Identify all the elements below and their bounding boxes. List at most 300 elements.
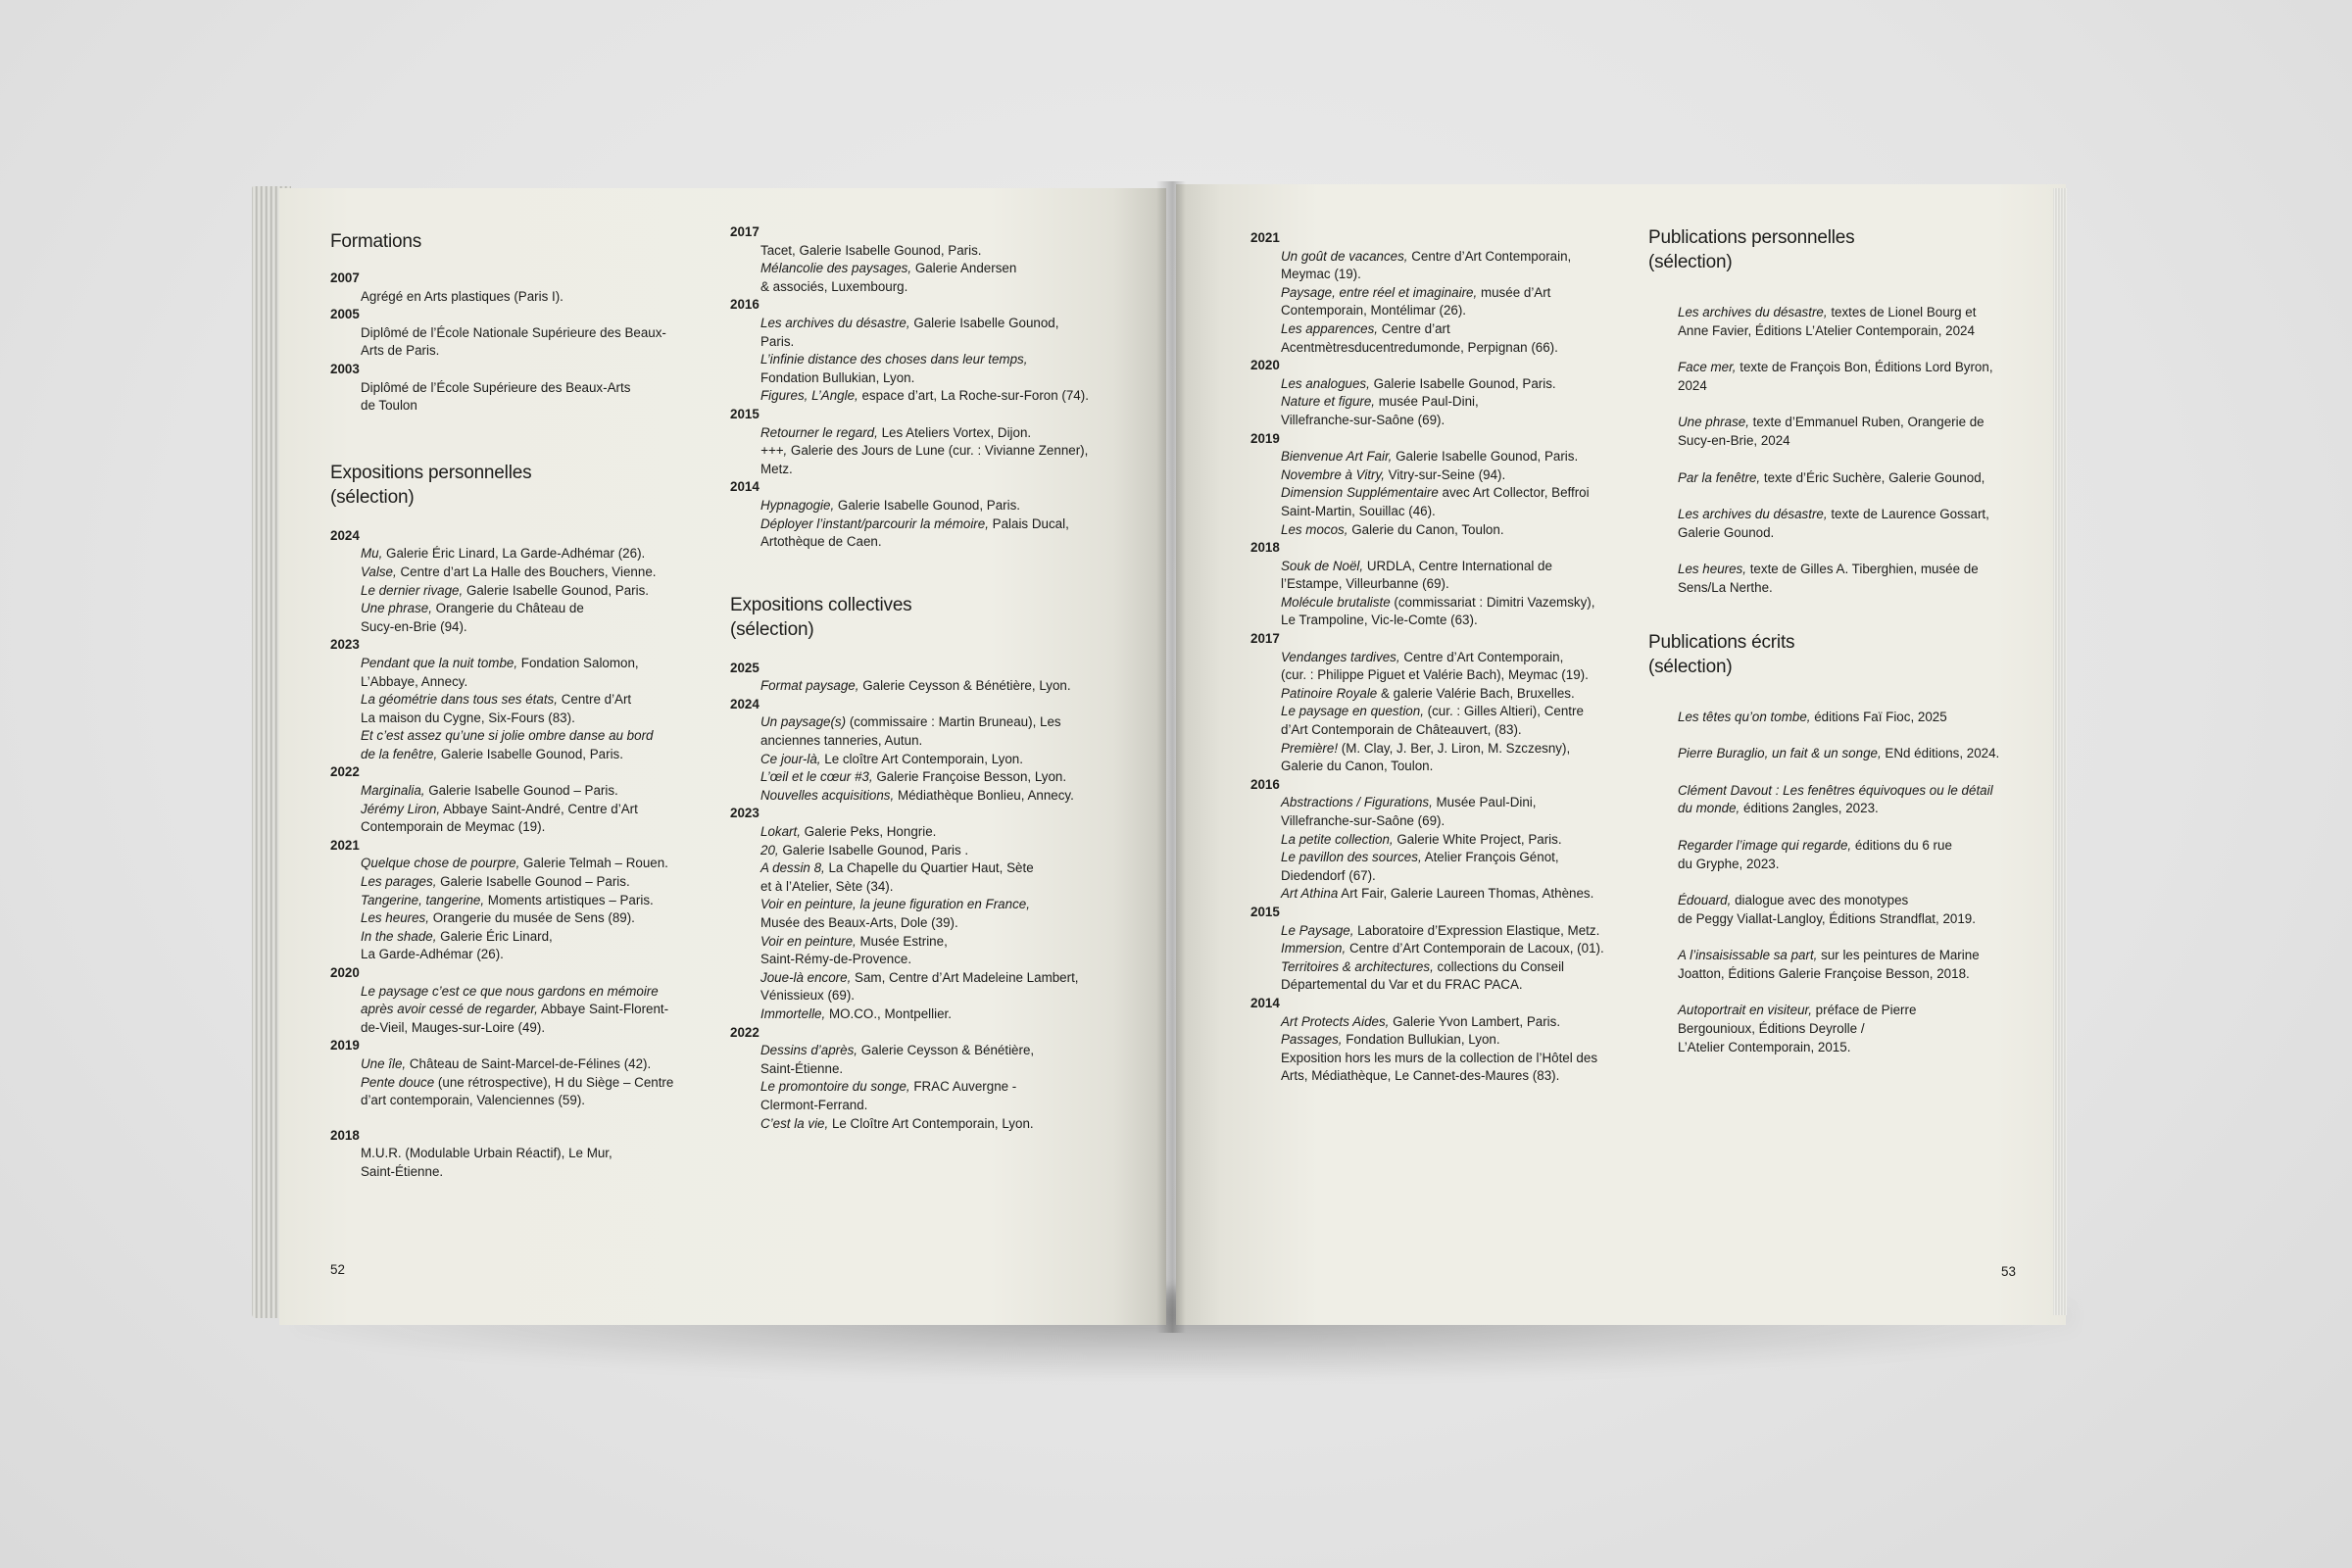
- entry-text: Fondation Salomon,: [517, 655, 639, 670]
- entry-group: [1281, 448, 1642, 539]
- entry-line: [1281, 794, 1642, 812]
- entry-line: [760, 424, 1122, 443]
- entry-line: [1281, 393, 1642, 412]
- entry-line: [1281, 320, 1642, 339]
- entry-text: Diedendorf (67).: [1281, 867, 1376, 883]
- entry-line: [361, 691, 703, 710]
- entry-text: du Gryphe, 2023.: [1678, 856, 1780, 871]
- entry-text: avec Art Collector, Beffroi: [1438, 485, 1590, 501]
- expo-coll-title: [730, 593, 1122, 642]
- entry-line: [1678, 1020, 2040, 1039]
- entry-text: (une rétrospective), H du Siège – Centre: [434, 1074, 674, 1090]
- entry-title: Les archives du désastre,: [760, 315, 910, 330]
- section-title-line: (sélection): [1648, 656, 1733, 677]
- entry-group: [361, 782, 703, 837]
- entry-title: Immersion,: [1281, 941, 1347, 956]
- entry-text: Centre d’Art Contemporain,: [1399, 649, 1564, 664]
- entry-line: [1678, 800, 2040, 818]
- year-label: 2023: [330, 637, 360, 653]
- publication-item: [1678, 782, 2040, 818]
- publication-item: [1678, 1002, 2040, 1056]
- entry-line: [760, 461, 1122, 479]
- entry-line: [760, 369, 1122, 388]
- publication-item: [1678, 709, 2040, 727]
- entry-line: [1678, 892, 2040, 910]
- entry-title: In the shade,: [361, 928, 437, 944]
- entry-line: [1281, 448, 1642, 466]
- year-label: 2018: [330, 1127, 360, 1143]
- entry-title: Les mocos,: [1281, 521, 1348, 537]
- entry-text: Meymac (19).: [1281, 267, 1361, 282]
- entry-text: Tacet, Galerie Isabelle Gounod, Paris.: [760, 242, 982, 258]
- entry-line: [760, 896, 1122, 914]
- year-label: 2014: [1250, 995, 1280, 1010]
- year-label: 2022: [330, 764, 360, 780]
- entry-title: Voir en peinture,: [760, 933, 857, 949]
- entry-text: ENd éditions, 2024.: [1881, 746, 2000, 761]
- entry-line: [1281, 521, 1642, 540]
- entry-line: [760, 1005, 1122, 1024]
- year-label: 2019: [330, 1038, 360, 1054]
- entry-line: [1281, 649, 1642, 667]
- entry-title: Édouard,: [1678, 893, 1732, 908]
- entry-text: Galerie Éric Linard, La Garde-Adhémar (26).: [382, 546, 646, 562]
- entry-text: Vénissieux (69).: [760, 988, 856, 1004]
- entry-text: Le Trampoline, Vic-le-Comte (63).: [1281, 612, 1478, 628]
- entry-line: [1281, 867, 1642, 886]
- entry-line: [361, 928, 703, 947]
- pub-ecrits-title: [1648, 630, 2040, 679]
- entry-title: Un paysage(s): [760, 714, 847, 730]
- entry-title: Vendanges tardives,: [1281, 649, 1400, 664]
- entry-line: [361, 946, 703, 964]
- entry-text: Metz.: [760, 461, 793, 476]
- entry-line: [1281, 812, 1642, 831]
- entry-text: Galerie Isabelle Gounod, Paris .: [778, 842, 969, 858]
- section-title-line: Expositions personnelles: [330, 462, 532, 483]
- section-title-line: Expositions collectives: [730, 594, 912, 615]
- entry-line: [1281, 1031, 1642, 1050]
- entry-line: [1281, 412, 1642, 430]
- entry-title: Souk de Noël,: [1281, 558, 1364, 573]
- entry-text: texte de François Bon, Éditions Lord Byron,: [1736, 360, 1993, 375]
- entry-line: [1281, 266, 1642, 284]
- entry-title: Mélancolie des paysages,: [760, 261, 912, 276]
- entry-title: Clément Davout : Les fenêtres équivoques ou le détail: [1678, 782, 1993, 798]
- entry-line: [1678, 709, 2040, 727]
- entry-line: [760, 1115, 1122, 1134]
- entry-text: MO.CO., Montpellier.: [825, 1005, 952, 1021]
- entry-line: [361, 1055, 703, 1074]
- entry-line: [361, 983, 703, 1002]
- entry-line: [1281, 958, 1642, 977]
- entry-text: Galerie Isabelle Gounod, Paris.: [463, 582, 650, 598]
- entry-text: Les Ateliers Vortex, Dijon.: [877, 424, 1032, 440]
- entry-title: Les têtes qu’on tombe,: [1678, 709, 1811, 724]
- entry-text: collections du Conseil: [1433, 958, 1565, 974]
- entry-text: éditions du 6 rue: [1851, 837, 1952, 853]
- entry-title: Le dernier rivage,: [361, 582, 464, 598]
- entry-line: [1281, 558, 1642, 576]
- entry-text: Abbaye Saint-Florent-: [537, 1002, 669, 1017]
- entry-text: Galerie Éric Linard,: [436, 928, 553, 944]
- entry-title: Immortelle,: [760, 1005, 826, 1021]
- entry-line: [1678, 377, 2040, 396]
- publication-item: [1678, 359, 2040, 395]
- entry-line: [361, 673, 703, 692]
- entry-line: Diplômé de l’École Supérieure des Beaux-Arts: [361, 379, 631, 395]
- entry-text: Musée Estrine,: [856, 933, 948, 949]
- entry-text: Sucy-en-Brie (94).: [361, 618, 467, 634]
- entry-line: [1678, 1039, 2040, 1057]
- entry-title: Pente douce: [361, 1074, 435, 1090]
- entry-line: [1678, 910, 2040, 929]
- right-column-1: [1250, 229, 1642, 1086]
- publication-item: [1678, 561, 2040, 597]
- right-page: [1176, 184, 2066, 1325]
- entry-line: [1678, 359, 2040, 377]
- entry-title: L’œil et le cœur #3,: [760, 769, 873, 785]
- entry-line: [760, 951, 1122, 969]
- entry-text: texte de Gilles A. Tiberghien, musée de: [1745, 562, 1979, 577]
- entry-line: [1281, 758, 1642, 776]
- year-label: 2024: [330, 527, 360, 543]
- entry-line: [361, 1001, 703, 1019]
- entry-title: Novembre à Vitry,: [1281, 466, 1385, 482]
- entry-title: Territoires & architectures,: [1281, 958, 1434, 974]
- entry-line: [760, 842, 1122, 860]
- entry-line: [1678, 837, 2040, 856]
- entry-text: Galerie du Canon, Toulon.: [1281, 759, 1434, 774]
- entry-group: [760, 424, 1122, 479]
- entry-text: Galerie Isabelle Gounod, Paris.: [437, 746, 623, 761]
- entry-line: [1678, 322, 2040, 341]
- entry-text: Galerie White Project, Paris.: [1393, 831, 1562, 847]
- section-title-line: (sélection): [730, 618, 814, 640]
- entry-line: [760, 515, 1122, 534]
- entry-text: Galerie Andersen: [911, 261, 1017, 276]
- entry-line: [1281, 940, 1642, 958]
- entry-line: [1281, 484, 1642, 503]
- entry-line: [1678, 965, 2040, 984]
- entry-line: [760, 333, 1122, 352]
- year-label: 2023: [730, 806, 760, 821]
- entry-text: FRAC Auvergne -: [909, 1079, 1017, 1095]
- publication-item: [1678, 892, 2040, 928]
- entry-line: [1281, 1050, 1642, 1068]
- entry-title: Patinoire Royale: [1281, 685, 1378, 701]
- entry-text: espace d’art, La Roche-sur-Foron (74).: [858, 388, 1089, 404]
- entry-line: [1678, 856, 2040, 874]
- entry-line: [1281, 721, 1642, 740]
- entry-title: Retourner le regard,: [760, 424, 878, 440]
- year-label: 2020: [1250, 358, 1280, 373]
- entry-line: [760, 260, 1122, 278]
- entry-line: [361, 909, 703, 928]
- entry-line: [760, 751, 1122, 769]
- entry-text: Clermont-Ferrand.: [760, 1097, 868, 1112]
- entry-line: Arts de Paris.: [361, 343, 440, 359]
- entry-line: [1678, 561, 2040, 579]
- entry-title: Dessins d’après,: [760, 1043, 858, 1058]
- entry-group: [1281, 794, 1642, 904]
- entry-text: Galerie des Jours de Lune (cur. : Vivianne Zenner),: [787, 443, 1089, 459]
- entry-text: L’Atelier Contemporain, 2015.: [1678, 1039, 1851, 1054]
- entry-group: [361, 855, 703, 964]
- entry-line: [1281, 284, 1642, 303]
- year-label: 2016: [730, 297, 760, 313]
- entry-title: Une île,: [361, 1055, 407, 1071]
- entry-text: La maison du Cygne, Six-Fours (83).: [361, 710, 575, 725]
- year-label: 2021: [1250, 230, 1280, 245]
- publication-item: [1678, 414, 2040, 450]
- entry-title: Art Protects Aides,: [1281, 1013, 1390, 1029]
- entry-text: Contemporain de Meymac (19).: [361, 819, 546, 835]
- entry-title: Jérémy Liron,: [361, 801, 441, 816]
- entry-group: [760, 1042, 1122, 1133]
- entry-text: Le cloître Art Contemporain, Lyon.: [820, 751, 1023, 766]
- entry-line: [1281, 302, 1642, 320]
- entry-group: [361, 545, 703, 636]
- entry-title: Valse,: [361, 564, 397, 579]
- entry-text: Acentmètresducentredumonde, Perpignan (66).: [1281, 339, 1558, 355]
- year-label: 2024: [730, 696, 760, 711]
- publication-item: [1678, 506, 2040, 542]
- page-edge-right: [2053, 188, 2067, 1315]
- year-label: 2014: [730, 479, 760, 495]
- entry-line: [760, 387, 1122, 406]
- entry-line: [1281, 612, 1642, 630]
- entry-line: [361, 801, 703, 819]
- entry-text: Départemental du Var et du FRAC PACA.: [1281, 977, 1523, 993]
- entry-line: [361, 545, 703, 564]
- entry-text: Arts, Médiathèque, Le Cannet-des-Maures (83).: [1281, 1068, 1560, 1084]
- entry-title: après avoir cessé de regarder,: [361, 1002, 538, 1017]
- publication-item: [1678, 745, 2040, 763]
- entry-title: Format paysage,: [760, 678, 859, 694]
- entry-line: [1678, 524, 2040, 543]
- entry-line: [1678, 432, 2040, 451]
- entry-text: Galerie Gounod.: [1678, 524, 1775, 540]
- entry-line: [1281, 703, 1642, 721]
- entry-text: Sens/La Nerthe.: [1678, 579, 1773, 595]
- entry-line: [760, 859, 1122, 878]
- entry-text: Bergounioux, Éditions Deyrolle /: [1678, 1021, 1865, 1037]
- entry-text: Fondation Bullukian, Lyon.: [760, 369, 915, 385]
- entry-line: [1281, 885, 1642, 904]
- entry-text: La Garde-Adhémar (26).: [361, 947, 504, 962]
- entry-title: Pendant que la nuit tombe,: [361, 655, 518, 670]
- formation-entry: [330, 270, 703, 306]
- entry-line: [1281, 503, 1642, 521]
- entry-text: textes de Lionel Bourg et: [1827, 305, 1977, 319]
- entry-text: Galerie Ceysson & Bénétière, Lyon.: [858, 678, 1071, 694]
- formation-entry: [330, 306, 703, 361]
- formations-title: Formations: [330, 231, 422, 252]
- entry-title: Les heures,: [361, 910, 429, 926]
- entry-title: Par la fenêtre,: [1678, 469, 1761, 485]
- entry-title: Passages,: [1281, 1032, 1343, 1048]
- year-label: 2019: [1250, 430, 1280, 446]
- year-label: 2007: [330, 270, 360, 285]
- entry-line: [361, 564, 703, 582]
- entry-title: Abstractions / Figurations,: [1281, 795, 1433, 810]
- entry-title: Marginalia,: [361, 783, 425, 799]
- entry-text: Galerie Telmah – Rouen.: [519, 856, 668, 871]
- entry-title: Première!: [1281, 740, 1339, 756]
- entry-text: (cur. : Gilles Altieri), Centre: [1423, 704, 1584, 719]
- entry-text: Villefranche-sur-Saône (69).: [1281, 813, 1446, 828]
- entry-line: [361, 1092, 703, 1110]
- entry-text: Saint-Martin, Souillac (46).: [1281, 503, 1436, 518]
- entry-title: Nature et figure,: [1281, 394, 1376, 410]
- entry-line: [1281, 849, 1642, 867]
- entry-text: Laboratoire d’Expression Elastique, Metz.: [1353, 922, 1600, 938]
- entry-line: [1281, 1067, 1642, 1086]
- year-label: 2020: [330, 965, 360, 980]
- entry-title: Dimension Supplémentaire: [1281, 485, 1439, 501]
- entry-title: Lokart,: [760, 824, 801, 840]
- entry-text: Joatton, Éditions Galerie Françoise Besson, 2018.: [1678, 965, 1970, 981]
- entry-text: et à l’Atelier, Sète (34).: [760, 878, 894, 894]
- entry-line: [361, 727, 703, 746]
- year-label: 2017: [730, 224, 760, 239]
- entry-line: [1281, 466, 1642, 485]
- entry-line: [361, 873, 703, 892]
- entry-text: Centre d’Art Contemporain de Lacoux, (01).: [1346, 941, 1604, 956]
- entry-text: Saint-Étienne.: [361, 1163, 444, 1179]
- entry-line: [760, 732, 1122, 751]
- entry-line: [1678, 414, 2040, 432]
- entry-line: [361, 1163, 703, 1182]
- entry-text: Moments artistiques – Paris.: [484, 892, 654, 907]
- entry-text: Palais Ducal,: [988, 515, 1069, 531]
- entry-line: [361, 1074, 703, 1093]
- entry-text: Musée Paul-Dini,: [1432, 795, 1537, 810]
- entry-line: [760, 278, 1122, 297]
- entry-text: texte d’Emmanuel Ruben, Orangerie de: [1748, 415, 1984, 430]
- entry-title: du monde,: [1678, 801, 1740, 816]
- entry-line: [760, 878, 1122, 897]
- year-label: 2025: [730, 660, 760, 675]
- entry-text: Saint-Étienne.: [760, 1060, 844, 1076]
- entry-text: Vitry-sur-Seine (94).: [1384, 466, 1506, 482]
- entry-title: Le promontoire du songe,: [760, 1079, 910, 1095]
- entry-title: Hypnagogie,: [760, 497, 835, 513]
- entry-group: [361, 655, 703, 764]
- publication-item: [1678, 469, 2040, 488]
- entry-text: Artothèque de Caen.: [760, 534, 882, 550]
- entry-line: [1281, 831, 1642, 850]
- entry-line: [1678, 469, 2040, 488]
- entry-line: Diplômé de l’École Nationale Supérieure des Beaux-: [361, 324, 666, 340]
- section-title-line: Publications personnelles: [1648, 227, 1855, 248]
- entry-text: Centre d’art: [1378, 320, 1450, 336]
- entry-line: [361, 582, 703, 601]
- entry-text: Paris.: [760, 333, 795, 349]
- entry-line: [361, 600, 703, 618]
- entry-text: musée Paul-Dini,: [1375, 394, 1479, 410]
- entry-title: Paysage, entre réel et imaginaire,: [1281, 284, 1478, 300]
- year-label: 2017: [1250, 631, 1280, 647]
- entry-text: Galerie Isabelle Gounod, Paris.: [1369, 375, 1556, 391]
- entry-line: [1281, 339, 1642, 358]
- entry-title: Les apparences,: [1281, 320, 1379, 336]
- entry-text: Centre d’Art Contemporain,: [1407, 248, 1572, 264]
- entry-group: [760, 242, 1122, 297]
- entry-line: [760, 933, 1122, 952]
- entry-title: L’infinie distance des choses dans leur temps,: [760, 352, 1028, 368]
- entry-text: Sucy-en-Brie, 2024: [1678, 432, 1790, 448]
- entry-title: Quelque chose de pourpre,: [361, 856, 520, 871]
- entry-line: [760, 351, 1122, 369]
- entry-text: Médiathèque Bonlieu, Annecy.: [894, 787, 1074, 803]
- entry-line: [760, 823, 1122, 842]
- right-column-2: [1648, 225, 2040, 1075]
- entry-text: sur les peintures de Marine: [1817, 948, 1980, 963]
- entry-line: [1281, 375, 1642, 394]
- entry-text: Le Cloître Art Contemporain, Lyon.: [828, 1115, 1034, 1131]
- entry-text: d’Art Contemporain de Châteauvert, (83).: [1281, 722, 1522, 738]
- entry-line: [361, 782, 703, 801]
- publication-item: [1678, 947, 2040, 983]
- entry-line: [760, 987, 1122, 1005]
- entry-title: Un goût de vacances,: [1281, 248, 1408, 264]
- entry-line: [760, 315, 1122, 333]
- entry-group: [760, 823, 1122, 1024]
- entry-title: Le paysage en question,: [1281, 704, 1424, 719]
- section-title-line: (sélection): [1648, 252, 1733, 272]
- left-page: [279, 188, 1166, 1325]
- entry-group: [361, 1055, 703, 1110]
- entry-title: Joue-là encore,: [760, 969, 852, 985]
- year-label: 2003: [330, 361, 360, 376]
- entry-line: [760, 969, 1122, 988]
- entry-line: [1678, 579, 2040, 598]
- entry-group: [1281, 1013, 1642, 1086]
- entry-text: préface de Pierre: [1811, 1003, 1917, 1018]
- year-label: 2015: [1250, 904, 1280, 919]
- entry-group: [1281, 922, 1642, 995]
- entry-text: éditions Faï Fioc, 2025: [1810, 709, 1947, 724]
- entry-line: [760, 1060, 1122, 1079]
- entry-text: Anne Favier, Éditions L’Atelier Contemporain, 2024: [1678, 322, 1975, 338]
- entry-text: Galerie du Canon, Toulon.: [1348, 521, 1504, 537]
- entry-text: Orangerie du musée de Sens (89).: [428, 910, 635, 926]
- entry-text: texte de Laurence Gossart,: [1827, 507, 1989, 522]
- entry-line: [361, 746, 703, 764]
- entry-text: & associés, Luxembourg.: [760, 278, 908, 294]
- entry-line: [1678, 745, 2040, 763]
- entry-title: La petite collection,: [1281, 831, 1394, 847]
- year-label: 2016: [1250, 776, 1280, 792]
- entry-text: de Peggy Viallat-Langloy, Éditions Strandflat, 2019.: [1678, 910, 1976, 926]
- entry-title: C’est la vie,: [760, 1115, 829, 1131]
- entry-text: anciennes tanneries, Autun.: [760, 733, 923, 749]
- entry-line: [1281, 1013, 1642, 1032]
- entry-text: Galerie Isabelle Gounod – Paris.: [436, 874, 630, 890]
- entry-text: (cur. : Philippe Piguet et Valérie Bach), Meymac (19).: [1281, 667, 1589, 683]
- pub-ecrits-list: [1678, 709, 2040, 1057]
- entry-title: Les archives du désastre,: [1678, 305, 1828, 319]
- entry-title: Nouvelles acquisitions,: [760, 787, 895, 803]
- entry-text: Villefranche-sur-Saône (69).: [1281, 412, 1446, 427]
- entry-title: A l’insaisissable sa part,: [1678, 948, 1818, 963]
- entry-title: 20,: [760, 842, 779, 858]
- entry-text: Galerie Peks, Hongrie.: [800, 824, 937, 840]
- entry-line: [760, 914, 1122, 933]
- entry-title: Mu,: [361, 546, 383, 562]
